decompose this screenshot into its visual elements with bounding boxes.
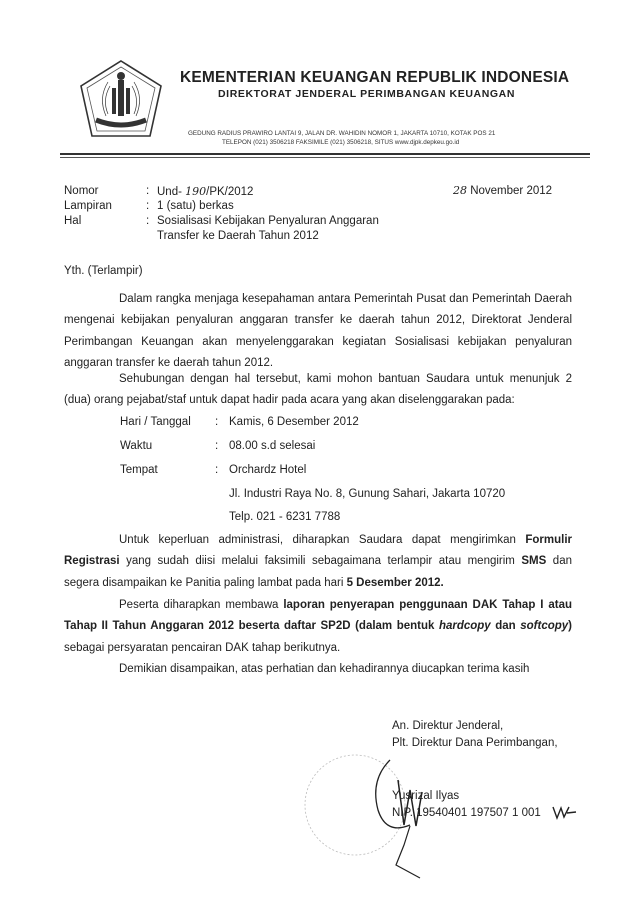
- nomor-value: [157, 184, 253, 200]
- lampiran-label: Lampiran: [64, 200, 112, 212]
- time-value: 08.00 s.d selesai: [229, 440, 316, 452]
- directorate-name: DIREKTORAT JENDERAL PERIMBANGAN KEUANGAN: [218, 88, 516, 100]
- date-month-year: November 2012: [470, 185, 553, 197]
- paragraph-4-bold-paren: ): [568, 620, 572, 633]
- paragraph-4-hardcopy: hardcopy: [438, 620, 491, 633]
- paragraph-3-text-e: dan segera disampaikan ke Panitia paling lambat pada hari: [64, 555, 572, 589]
- lampiran-value: 1 (satu) berkas: [157, 200, 234, 212]
- paragraph-4-text-g: sebagai persyaratan pencairan DAK tahap berikutnya.: [64, 641, 341, 654]
- place-address: Jl. Industri Raya No. 8, Gunung Sahari, Jakarta 10720: [229, 488, 506, 500]
- signature-title-1: An. Direktur Jenderal,: [392, 720, 504, 732]
- place-phone: Telp. 021 - 6231 7788: [229, 511, 341, 523]
- date-handwritten: 28: [453, 184, 467, 197]
- hal-line-2: Transfer ke Daerah Tahun 2012: [157, 230, 319, 242]
- paragraph-1: [64, 289, 572, 374]
- initial-mark-icon: [551, 804, 577, 820]
- letterhead-address: GEDUNG RADIUS PRAWIRO LANTAI 9, JALAN DR. WAHIDIN NOMOR 1, JAKARTA 10710, KOTAK POS 21: [188, 130, 496, 137]
- paragraph-3-bold-form: Formulir Registrasi: [64, 534, 572, 568]
- signatory-nip: NIP. 19540401 197507 1 001: [392, 807, 541, 819]
- paragraph-1-text: Dalam rangka menjaga kesepahaman antara Pemerintah Pusat dan Pemerintah Daerah mengenai kebijakan penyaluran anggaran transfer ke daerah tahun 2012, Direktorat Jenderal Perimbangan Keuangan akan menyelenggarakan kegiatan Sosialisasi kebijakan penyaluran anggaran transfer ke daerah tahun 2012.: [64, 293, 572, 369]
- paragraph-5-text: Demikian disampaikan, atas perhatian dan kehadirannya diucapkan terima kasih: [119, 663, 530, 675]
- letterhead-rule-thin: [60, 157, 590, 158]
- paragraph-3-bold-sms: SMS: [521, 555, 547, 568]
- paragraph-4-bold-report: laporan penyerapan penggunaan DAK Tahap I atau Tahap II Tahun Anggaran 2012 beserta daftar SP2D (dalam bentuk: [64, 599, 573, 633]
- time-label: Waktu: [120, 440, 153, 452]
- place-label: Tempat: [120, 464, 158, 476]
- nomor-label: Nomor: [64, 185, 99, 197]
- lampiran-colon: :: [146, 200, 150, 212]
- paragraph-2: [64, 369, 572, 412]
- paragraph-3: [64, 530, 572, 594]
- letterhead-contact: TELEPON (021) 3506218 FAKSIMILE (021) 3506218, SITUS www.djpk.depkeu.go.id: [222, 139, 460, 146]
- paragraph-2-text: Sehubungan dengan hal tersebut, kami mohon bantuan Saudara untuk menunjuk 2 (dua) orang pejabat/staf untuk dapat hadir pada acara yang akan diselenggarakan pada:: [64, 373, 572, 407]
- ministry-logo-icon: [78, 58, 164, 144]
- signatory-name: Yusrizal Ilyas: [392, 790, 460, 802]
- day-value: Kamis, 6 Desember 2012: [229, 416, 359, 428]
- place-value: Orchardz Hotel: [229, 464, 307, 476]
- paragraph-4: [64, 595, 572, 659]
- paragraph-5: [64, 659, 572, 680]
- paragraph-4-softcopy: softcopy: [520, 620, 569, 633]
- nomor-colon: :: [146, 185, 150, 197]
- paragraph-3-text-a: Untuk keperluan administrasi, diharapkan Saudara dapat mengirimkan: [119, 534, 526, 546]
- day-colon: :: [215, 416, 219, 428]
- day-label: Hari / Tanggal: [120, 416, 191, 428]
- paragraph-3-bold-deadline: 5 Desember 2012.: [346, 576, 444, 589]
- nomor-suffix: /PK/2012: [206, 186, 254, 198]
- time-colon: :: [215, 440, 219, 452]
- hal-colon: :: [146, 215, 150, 227]
- letterhead-rule: [60, 153, 590, 155]
- paragraph-4-text-a: Peserta diharapkan membawa: [119, 599, 284, 611]
- paragraph-4-bold-and: dan: [490, 620, 521, 633]
- nomor-handwritten: 190: [185, 185, 207, 198]
- letter-date: [453, 184, 552, 197]
- place-colon: :: [215, 464, 219, 476]
- hal-line-1: Sosialisasi Kebijakan Penyaluran Anggaran: [157, 215, 379, 227]
- addressee: Yth. (Terlampir): [64, 265, 143, 277]
- signature-title-2: Plt. Direktur Dana Perimbangan,: [392, 737, 558, 749]
- ministry-name: KEMENTERIAN KEUANGAN REPUBLIK INDONESIA: [180, 69, 570, 86]
- nomor-prefix: Und-: [157, 186, 182, 198]
- paragraph-3-text-c: yang sudah diisi melalui faksimili sebagaimana terlampir atau mengirim: [119, 555, 522, 568]
- hal-label: Hal: [64, 215, 82, 227]
